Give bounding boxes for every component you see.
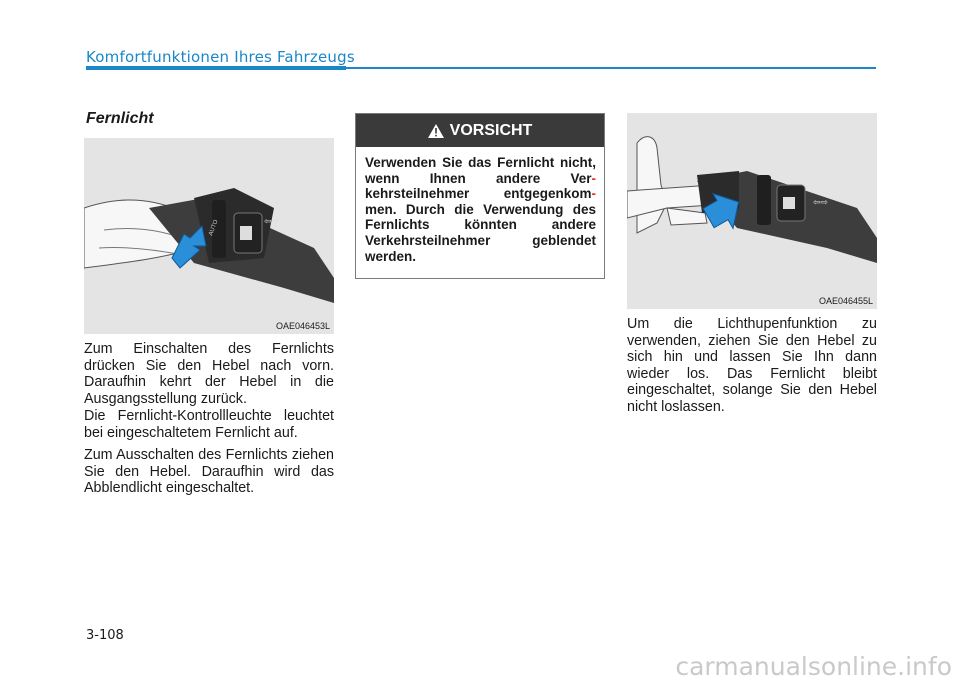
paragraph-high-beam-on: Zum Einschalten des Fernlichts drücken Sie den Hebel nach vorn. Daraufhin kehrt der Hebel in die Ausgangsstellung zurück. — [84, 341, 334, 407]
caution-box — [355, 113, 605, 279]
auto-label: AUTO — [208, 219, 220, 237]
page-number: 3-108 — [86, 628, 124, 643]
section-title: Fernlicht — [86, 110, 154, 127]
header-title: Komfortfunktionen Ihres Fahrzeugs — [86, 48, 355, 66]
figure-code: OAE046453L — [275, 321, 330, 331]
caution-text: Verwenden Sie das Fernlicht nicht, wenn Ihnen andere Ver- kehrsteilnehmer entgegenkom- men. Durch die Verwendung des Fernlichts könnten andere Verkehrsteilnehmer geblendet werden. — [365, 155, 596, 264]
caution-header — [356, 114, 604, 147]
figure-code: OAE046455L — [818, 296, 873, 306]
figure-push-lever — [84, 138, 334, 334]
svg-text:⇦⇨: ⇦⇨ — [264, 216, 280, 226]
paragraph-high-beam-off: Zum Ausschalten des Fernlichts ziehen Sie den Hebel. Daraufhin wird das Abblendlicht eingeschaltet. — [84, 447, 334, 496]
svg-text:⇦⇨: ⇦⇨ — [813, 197, 829, 207]
figure-flash-lever — [627, 113, 877, 309]
lever-flash-illustration — [627, 113, 877, 309]
header-rule — [346, 67, 876, 69]
lever-push-illustration — [84, 138, 334, 334]
caution-title: VORSICHT — [449, 121, 533, 139]
warning-triangle-icon — [428, 124, 444, 138]
paragraph-indicator: Die Fernlicht-Kontrollleuchte leuchtet bei eingeschaltetem Fernlicht auf. — [84, 408, 334, 441]
watermark: carmanualsonline.info — [675, 652, 952, 681]
paragraph-flash-function: Um die Lichthupenfunktion zu verwenden, ziehen Sie den Hebel zu sich hin und lassen Sie Ihn dann wieder los. Das Fernlicht bleibt eingeschaltet, solange Sie den Hebel nicht loslassen. — [627, 316, 877, 415]
header-bar — [86, 66, 346, 70]
